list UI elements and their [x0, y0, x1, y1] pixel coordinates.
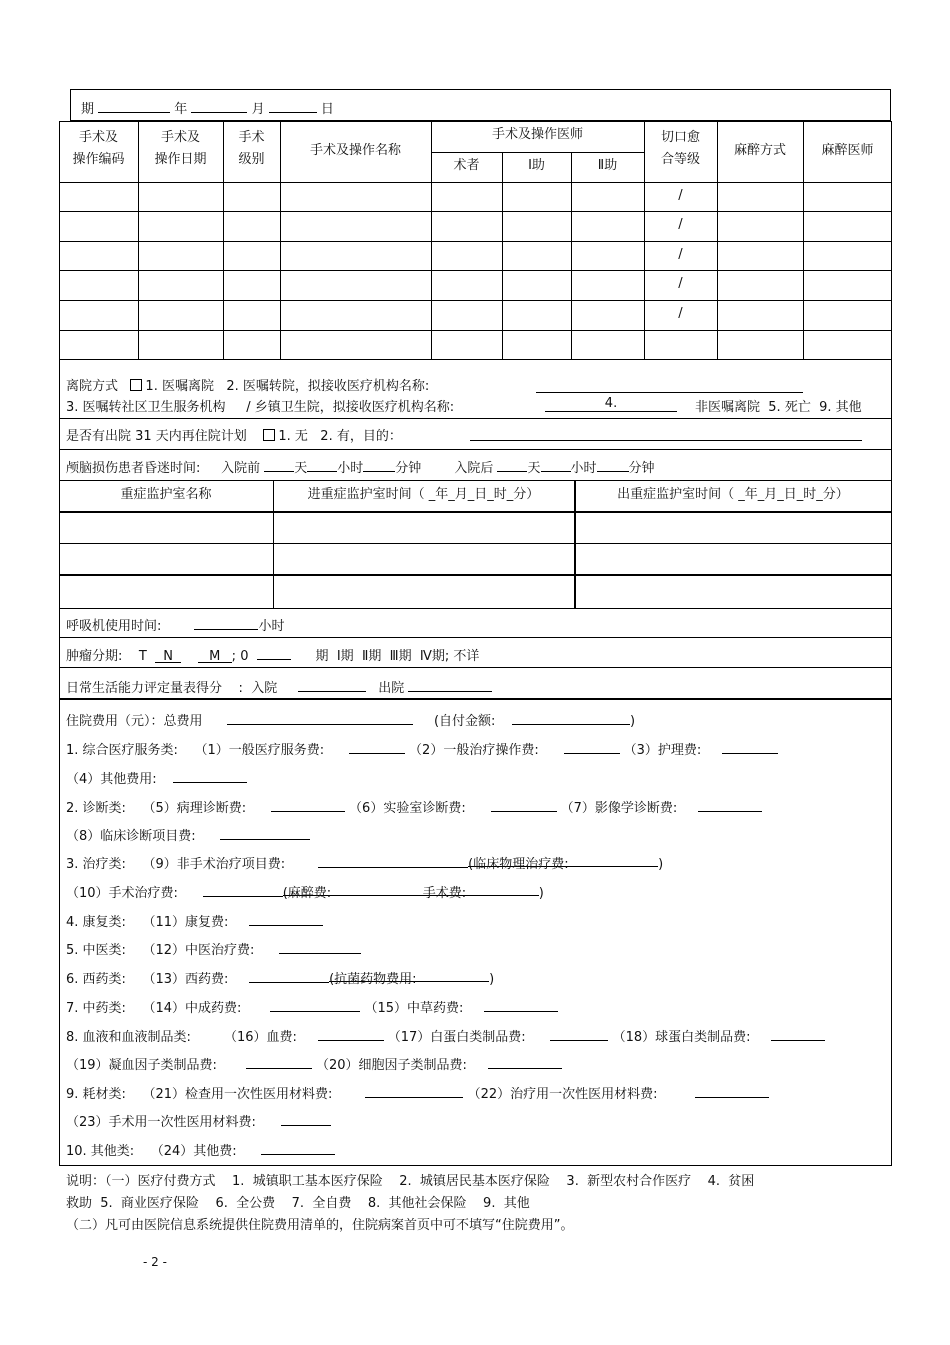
fees-l3a: 3. 治疗类: [66, 857, 126, 872]
fees-l4b: （11）康复费: [142, 915, 229, 930]
fees-close-paren: ) [538, 886, 544, 901]
fees-l9c: （22）治疗用一次性医用材料费: [467, 1087, 658, 1102]
tumor-sep: ; [231, 649, 237, 664]
notes-line-3: （二）凡可由医院信息系统提供住院费用清单的，住院病案首页中可不填写“住院费用”。 [66, 1218, 574, 1233]
clinical-diagnosis-fee-field[interactable] [220, 826, 310, 840]
tumor-zero: 0 [240, 649, 249, 664]
fees-l1c: （2）一般治疗操作费: [409, 743, 539, 758]
header-assist1: Ⅰ助 [528, 158, 545, 173]
fees-l6c: (抗菌药物费用: [329, 972, 417, 987]
tumor-t: T [138, 649, 147, 664]
fees-total-label: 住院费用（元）：总费用 [66, 714, 203, 729]
ventilator-line [66, 615, 284, 634]
readmit-opt1: 1. 无 [278, 429, 308, 444]
nursing-fee-field[interactable] [722, 740, 778, 754]
ventilator-label: 呼吸机使用时间: [66, 619, 162, 634]
icu-out-header: 出重症监护室时间（ _年_月_日_时_分） [617, 487, 849, 502]
date-year-label: 年 [174, 102, 188, 117]
header-surgery-level: 手术 级别 [238, 130, 265, 167]
discharge-opt3b: / 乡镇卫生院，拟接收医疗机构名称: [246, 400, 455, 415]
hour-unit: 小时 [570, 461, 597, 476]
tumor-stage-field[interactable] [257, 646, 291, 660]
physical-therapy-fee-field[interactable] [468, 853, 658, 872]
discharge-checkbox[interactable] [130, 379, 142, 391]
readmit-line [66, 425, 402, 444]
community-institution-field[interactable] [545, 396, 677, 412]
adl-discharge-field[interactable] [408, 678, 492, 692]
tumor-n: N [163, 649, 173, 664]
header-incision-grade: 切口愈 合等级 [660, 130, 700, 167]
rehab-fee-field[interactable] [249, 912, 323, 926]
hour-unit: 小时 [337, 461, 364, 476]
date-month-field[interactable] [269, 99, 317, 113]
fees-line-10 [66, 1140, 335, 1159]
fees-l7b: （14）中成药费: [142, 1001, 242, 1016]
ventilator-hours-field[interactable] [194, 616, 258, 630]
day-unit: 天 [527, 461, 541, 476]
transfer-institution-field[interactable] [536, 392, 803, 393]
header-surgery-doctors: 手术及操作医师 [491, 127, 583, 142]
fees-l8d: （18）球蛋白类制品费: [612, 1030, 751, 1045]
icu-in-header: 进重症监护室时间（ _年_月_日_时_分） [307, 487, 540, 502]
header-surgeon: 术者 [453, 158, 480, 173]
treatment-material-fee-field[interactable] [695, 1084, 769, 1098]
fees-l3c: (临床物理治疗费: [468, 857, 569, 872]
adl-admit-field[interactable] [298, 678, 366, 692]
tumor-stage-1: Ⅰ期 [336, 649, 354, 664]
fees-line-8b [66, 1054, 562, 1073]
discharge-line-1 [66, 375, 429, 394]
fees-close-paren: ) [489, 972, 495, 987]
tumor-n-field[interactable] [155, 649, 181, 663]
fees-line-3b [66, 882, 544, 901]
discharge-line-2 [66, 396, 454, 415]
icu-row[interactable] [60, 513, 891, 542]
anesthesia-fee-field[interactable] [282, 882, 423, 901]
readmit-label: 是否有出院 31 天内再住院计划 [66, 429, 247, 444]
fees-l8c: （17）白蛋白类制品费: [387, 1030, 526, 1045]
icu-row[interactable] [60, 545, 891, 573]
fees-l3f: 手术费: [422, 886, 467, 901]
coma-label: 颅脑损伤患者昏迷时间: [66, 461, 201, 476]
fees-l8b: （16）血费: [223, 1030, 297, 1045]
general-treatment-fee-field[interactable] [564, 740, 620, 754]
adl-discharge-label: 出院 [378, 681, 405, 696]
coma-line [66, 457, 655, 476]
day-unit: 天 [294, 461, 308, 476]
antibiotic-fee-field[interactable] [329, 968, 489, 987]
discharge-opt3: 3. 医嘱转社区卫生服务机构 [66, 400, 226, 415]
fees-l5b: （12）中医治疗费: [142, 943, 255, 958]
misc-fee-field[interactable] [261, 1141, 335, 1155]
date-month-label: 月 [251, 102, 265, 117]
other-fee-field[interactable] [173, 769, 247, 783]
readmit-purpose-field[interactable] [470, 440, 862, 441]
adl-label: 日常生活能力评定量表得分 [66, 681, 223, 696]
fees-l9a: 9. 耗材类: [66, 1087, 126, 1102]
fees-l8e: （19）凝血因子类制品费: [66, 1058, 217, 1073]
discharge-opt9: 9. 其他 [819, 400, 862, 415]
fees-close-paren: ) [629, 714, 636, 729]
imaging-fee-field[interactable] [698, 798, 762, 812]
header-surgery-date: 手术及 操作日期 [154, 130, 207, 167]
fees-l5a: 5. 中医类: [66, 943, 126, 958]
fees-l1a: 1. 综合医疗服务类: [66, 743, 178, 758]
surgical-material-fee-field[interactable] [281, 1112, 331, 1126]
discharge-line-2-right [695, 396, 862, 415]
fees-l4a: 4. 康复类: [66, 915, 126, 930]
tumor-unknown: 不详 [453, 649, 480, 664]
fees-l3d: （10）手术治疗费: [66, 886, 178, 901]
blood-fee-field[interactable] [318, 1027, 384, 1041]
page-number: - 2 - [143, 1255, 167, 1269]
fees-l2a: 2. 诊断类: [66, 801, 126, 816]
coma-before-day-field[interactable] [264, 458, 294, 472]
fees-line-5 [66, 939, 361, 958]
fees-l1b: （1）一般医疗服务费: [194, 743, 325, 758]
globulin-fee-field[interactable] [771, 1027, 825, 1041]
notes-line-2: 救助 5. 商业医疗保险 6. 全公费 7. 全自费 8. 其他社会保险 9. 其他 [66, 1196, 530, 1211]
fees-l2d: （7）影像学诊断费: [560, 801, 678, 816]
herbal-medicine-fee-field[interactable] [484, 998, 558, 1012]
readmit-opt2: 2. 有，目的： [320, 429, 402, 444]
cytokine-fee-field[interactable] [488, 1055, 562, 1069]
adl-colon: : [238, 681, 243, 696]
adl-admit-label: 入院 [251, 681, 278, 696]
discharge-opt4b: 非医嘱离院 [695, 400, 761, 415]
general-medical-service-fee-field[interactable] [349, 740, 405, 754]
patent-medicine-fee-field[interactable] [270, 998, 360, 1012]
tcm-treatment-fee-field[interactable] [279, 940, 361, 954]
fees-l6a: 6. 西药类: [66, 972, 126, 987]
discharge-label: 离院方式 [66, 379, 119, 394]
coma-after-label: 入院后 [454, 461, 494, 476]
fees-l9b: （21）检查用一次性医用材料费: [142, 1087, 333, 1102]
coma-before-label: 入院前 [221, 461, 261, 476]
fees-line-8 [66, 1026, 825, 1045]
header-assist2: Ⅱ助 [597, 158, 618, 173]
fees-total-field[interactable] [227, 711, 413, 725]
fees-line-1b [66, 768, 247, 787]
ventilator-unit: 小时 [258, 619, 285, 634]
coma-after-hour-field[interactable] [541, 458, 571, 472]
discharge-opt1: 1. 医嘱离院 [145, 379, 214, 394]
fees-self-pay-field[interactable] [512, 711, 630, 725]
tumor-stage-4: Ⅳ期; [419, 649, 450, 664]
coma-after-minute-field[interactable] [597, 458, 629, 472]
readmit-checkbox[interactable] [263, 429, 275, 441]
coma-before-minute-field[interactable] [363, 458, 395, 472]
pathology-fee-field[interactable] [271, 798, 345, 812]
header-anesthesia-method: 麻醉方式 [733, 143, 786, 158]
fees-line-4 [66, 911, 323, 930]
coma-before-hour-field[interactable] [307, 458, 337, 472]
tumor-m-field[interactable] [198, 649, 232, 663]
fees-l7a: 7. 中药类: [66, 1001, 126, 1016]
tumor-stage-3: Ⅲ期 [389, 649, 412, 664]
date-row [70, 89, 891, 121]
table-row-incision[interactable]: / [678, 276, 683, 291]
fees-close-paren: ) [658, 857, 664, 872]
fees-l10a: 10. 其他类: [66, 1144, 135, 1159]
minute-unit: 分钟 [628, 461, 655, 476]
fees-l1d: （3）护理费: [623, 743, 702, 758]
fees-line-7 [66, 997, 558, 1016]
fees-l6b: （13）西药费: [142, 972, 229, 987]
fees-l2e: （8）临床诊断项目费: [66, 829, 196, 844]
adl-line [66, 677, 492, 696]
fees-line-2 [66, 797, 762, 816]
fees-line-6 [66, 968, 494, 987]
fees-l1e: （4）其他费用: [66, 772, 157, 787]
fees-l2c: （6）实验室诊断费: [349, 801, 466, 816]
date-period-label: 期 [81, 102, 95, 117]
fees-line-3 [66, 853, 663, 872]
table-row-incision[interactable]: / [678, 306, 683, 321]
coma-after-day-field[interactable] [497, 458, 527, 472]
icu-name-header: 重症监护室名称 [120, 487, 212, 502]
fees-l9d: （23）手术用一次性医用材料费: [66, 1115, 256, 1130]
fees-l2b: （5）病理诊断费: [142, 801, 247, 816]
operation-fee-field[interactable] [422, 882, 539, 901]
fees-l8a: 8. 血液和血液制品类: [66, 1030, 191, 1045]
fees-l3b: （9）非手术治疗项目费: [142, 857, 286, 872]
date-period-field[interactable] [98, 99, 170, 113]
fees-total-line [66, 710, 635, 729]
discharge-opt5: 5. 死亡 [768, 400, 811, 415]
date-year-field[interactable] [191, 99, 247, 113]
table-row-incision[interactable]: / [678, 188, 683, 203]
fees-line-2b [66, 825, 310, 844]
coagulation-factor-fee-field[interactable] [246, 1055, 312, 1069]
fees-l3e: (麻醉费: [282, 886, 332, 901]
western-drug-fee-field[interactable] [249, 969, 329, 983]
minute-unit: 分钟 [395, 461, 422, 476]
header-surgery-code: 手术及 操作编码 [72, 130, 125, 167]
tumor-label: 肿瘤分期: [66, 649, 123, 664]
fees-line-1 [66, 739, 778, 758]
lab-fee-field[interactable] [491, 798, 557, 812]
date-day-label: 日 [320, 102, 334, 117]
notes-line-1: 说明：（一）医疗付费方式 1. 城镇职工基本医疗保险 2. 城镇居民基本医疗保险 3. 新型农村合作医疗 4. 贫困 [66, 1174, 755, 1189]
discharge-opt2: 2. 医嘱转院，拟接收医疗机构名称: [226, 379, 430, 394]
tumor-stage-label: 期 [315, 649, 329, 664]
tumor-line [66, 645, 479, 664]
tumor-m: M [209, 649, 221, 664]
non-surgical-fee-field[interactable] [318, 854, 468, 868]
fees-l8f: （20）细胞因子类制品费: [316, 1058, 467, 1073]
header-anesthetist: 麻醉医师 [821, 143, 874, 158]
surgery-fee-field[interactable] [203, 883, 283, 897]
fees-l7c: （15）中草药费: [364, 1001, 464, 1016]
exam-material-fee-field[interactable] [365, 1084, 463, 1098]
albumin-fee-field[interactable] [550, 1027, 608, 1041]
fees-line-9 [66, 1083, 769, 1102]
fees-line-9b [66, 1111, 331, 1130]
table-row-incision[interactable]: / [678, 247, 683, 262]
table-row-incision[interactable]: / [678, 217, 683, 232]
fees-self-pay-label: (自付金额: [433, 714, 496, 729]
header-surgery-name: 手术及操作名称 [309, 143, 401, 158]
discharge-opt4: 4. [604, 396, 618, 411]
fees-l10b: （24）其他费: [150, 1144, 237, 1159]
tumor-stage-2: Ⅱ期 [361, 649, 382, 664]
icu-row[interactable] [60, 577, 891, 607]
